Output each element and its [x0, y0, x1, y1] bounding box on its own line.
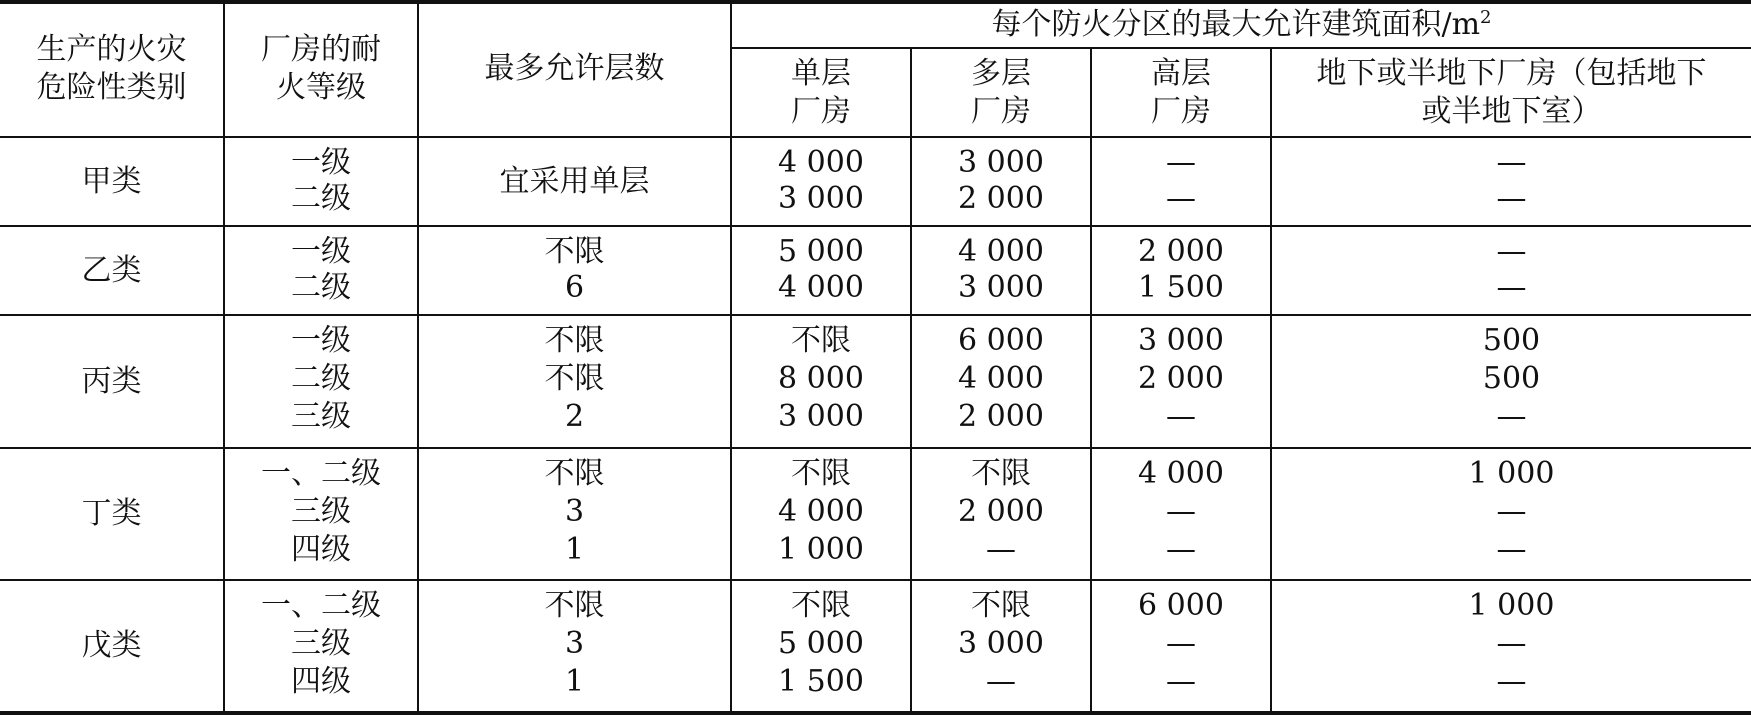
ratings-value: [225, 269, 417, 307]
category-cell: [0, 316, 223, 447]
header-underground-line-2: 或半地下室）: [1421, 93, 1602, 129]
high-text: 3 000: [1138, 323, 1224, 358]
header-multi: [912, 49, 1090, 136]
ratings-value: [225, 663, 417, 701]
multi-value: [912, 493, 1090, 531]
multi-value: [912, 269, 1090, 307]
ratings-text: 一级: [291, 323, 351, 358]
header-underground-line-1: 地下或半地下厂房（包括地下: [1316, 55, 1707, 91]
high-value: [1092, 360, 1270, 398]
single-text: 5 000: [778, 234, 864, 269]
high-value: [1092, 269, 1270, 307]
single-value: [732, 531, 910, 569]
ratings-text: 四级: [291, 532, 351, 567]
ratings-value: [225, 322, 417, 360]
header-high-line-1: 高层: [1151, 55, 1211, 91]
ratings-text: 一级: [291, 234, 351, 269]
underground-value: [1272, 398, 1751, 436]
underground-text: —: [1496, 664, 1527, 699]
single-text: 不限: [791, 323, 851, 358]
high-value: [1092, 398, 1270, 436]
floors-value: [419, 360, 730, 398]
floors-value: [419, 398, 730, 436]
rule-bottom: [0, 711, 1751, 715]
underground-text: —: [1496, 234, 1527, 269]
ratings-text: 一、二级: [261, 588, 381, 623]
high-value: [1092, 180, 1270, 218]
underground-text: 500: [1482, 361, 1541, 396]
floors-text: 2: [564, 399, 585, 434]
underground-text: —: [1496, 145, 1527, 180]
single-text: 1 000: [778, 532, 864, 567]
floors-text: 1: [564, 532, 585, 567]
multi-text: 不限: [971, 456, 1031, 491]
underground-text: —: [1496, 181, 1527, 216]
floors-text: 不限: [544, 361, 605, 396]
single-value: [732, 269, 910, 307]
high-text: 1 500: [1138, 270, 1224, 305]
multi-text: 3 000: [958, 270, 1044, 305]
underground-text: —: [1496, 494, 1527, 529]
single-value: [732, 144, 910, 182]
multi-text: 6 000: [958, 323, 1044, 358]
category-label: 丁类: [81, 496, 142, 531]
single-value: [732, 360, 910, 398]
category-cell: [0, 449, 223, 579]
ratings-text: 二级: [291, 270, 351, 305]
single-value: [732, 180, 910, 218]
multi-text: 4 000: [958, 234, 1044, 269]
underground-value: [1272, 360, 1751, 398]
underground-text: —: [1496, 626, 1527, 661]
high-value: [1092, 322, 1270, 360]
ratings-value: [225, 180, 417, 218]
single-value: [732, 233, 910, 271]
multi-text: 2 000: [958, 399, 1044, 434]
high-text: —: [1166, 626, 1196, 661]
multi-text: 3 000: [958, 626, 1044, 661]
header-rating-line-1: 厂房的耐: [261, 32, 381, 67]
floors-value: [419, 269, 730, 307]
multi-value: [912, 322, 1090, 360]
multi-text: 4 000: [958, 361, 1044, 396]
multi-value: [912, 455, 1090, 493]
ratings-text: 二级: [291, 361, 351, 396]
ratings-text: 一级: [291, 145, 351, 180]
underground-text: —: [1496, 399, 1527, 434]
floors-text: 1: [564, 664, 585, 699]
floors-value: 宜采用单层: [499, 163, 650, 199]
header-category: [0, 2, 223, 136]
single-text: 4 000: [778, 145, 864, 180]
floors-text: 3: [564, 494, 585, 529]
multi-value: [912, 625, 1090, 663]
underground-text: —: [1496, 532, 1527, 567]
underground-value: [1272, 587, 1751, 625]
high-text: —: [1166, 399, 1196, 434]
single-text: 3 000: [778, 399, 864, 434]
underground-value: [1272, 663, 1751, 701]
single-text: 1 500: [778, 664, 864, 699]
ratings-value: [225, 625, 417, 663]
high-text: —: [1166, 532, 1196, 567]
multi-value: [912, 180, 1090, 218]
single-value: [732, 455, 910, 493]
multi-text: —: [986, 664, 1016, 699]
floors-text: 6: [564, 270, 585, 305]
rule-group-1: [0, 225, 1751, 227]
high-text: 6 000: [1138, 588, 1224, 623]
single-value: [732, 493, 910, 531]
high-text: 2 000: [1138, 234, 1224, 269]
underground-value: [1272, 493, 1751, 531]
multi-value: [912, 233, 1090, 271]
multi-text: 2 000: [958, 181, 1044, 216]
single-text: 8 000: [778, 361, 864, 396]
single-text: 5 000: [778, 626, 864, 661]
multi-value: [912, 360, 1090, 398]
floors-value: [419, 625, 730, 663]
high-value: [1092, 625, 1270, 663]
single-text: 4 000: [778, 494, 864, 529]
floors-value: [419, 322, 730, 360]
high-value: [1092, 233, 1270, 271]
floors-text: 不限: [544, 323, 605, 358]
header-rating: [225, 2, 417, 136]
single-value: [732, 398, 910, 436]
high-text: —: [1166, 145, 1196, 180]
underground-value: [1272, 180, 1751, 218]
ratings-text: 一、二级: [261, 456, 381, 491]
category-label: 戊类: [81, 628, 142, 663]
header-floors-text: 最多允许层数: [484, 51, 665, 86]
ratings-value: [225, 360, 417, 398]
underground-text: 1 000: [1468, 588, 1555, 623]
single-text: 不限: [791, 588, 851, 623]
category-label: 丙类: [81, 363, 142, 399]
header-single: [732, 49, 910, 136]
ratings-text: 三级: [291, 494, 351, 529]
high-text: 4 000: [1138, 456, 1224, 491]
single-value: [732, 322, 910, 360]
rule-group-3: [0, 447, 1751, 449]
single-text: 3 000: [778, 181, 864, 216]
ratings-text: 四级: [291, 664, 351, 699]
ratings-value: [225, 531, 417, 569]
high-value: [1092, 144, 1270, 182]
floors-value: [419, 233, 730, 271]
header-single-line-1: 单层: [791, 55, 851, 91]
high-text: 2 000: [1138, 361, 1224, 396]
ratings-text: 二级: [291, 181, 351, 216]
header-multi-line-1: 多层: [971, 55, 1031, 91]
multi-value: [912, 144, 1090, 182]
underground-value: [1272, 233, 1751, 271]
rule-group-2: [0, 314, 1751, 316]
category-label: 甲类: [81, 163, 142, 199]
underground-text: 1 000: [1468, 456, 1555, 491]
header-high: [1092, 49, 1270, 136]
header-high-line-2: 厂房: [1151, 93, 1211, 129]
high-value: [1092, 531, 1270, 569]
single-text: 4 000: [778, 270, 864, 305]
underground-value: [1272, 531, 1751, 569]
floors-value: [419, 531, 730, 569]
floors-value: [419, 455, 730, 493]
floors-value: [419, 663, 730, 701]
ratings-text: 三级: [291, 626, 351, 661]
header-single-line-2: 厂房: [791, 93, 851, 129]
ratings-value: [225, 455, 417, 493]
header-floors: [419, 2, 730, 136]
category-cell: [0, 581, 223, 711]
ratings-value: [225, 493, 417, 531]
high-value: [1092, 493, 1270, 531]
ratings-text: 三级: [291, 399, 351, 434]
floors-text: 3: [564, 626, 585, 661]
multi-text: 3 000: [958, 145, 1044, 180]
ratings-value: [225, 587, 417, 625]
header-rating-line-2: 火等级: [276, 70, 366, 105]
header-underground: [1272, 49, 1751, 136]
multi-value: [912, 398, 1090, 436]
single-text: 不限: [791, 456, 851, 491]
header-area-group: [732, 2, 1751, 47]
category-label: 乙类: [81, 252, 142, 288]
underground-value: [1272, 322, 1751, 360]
high-value: [1092, 587, 1270, 625]
header-multi-line-2: 厂房: [971, 93, 1031, 129]
floors-value: [419, 587, 730, 625]
underground-text: —: [1496, 270, 1527, 305]
single-value: [732, 625, 910, 663]
rule-header-bottom: [0, 136, 1751, 138]
underground-value: [1272, 269, 1751, 307]
high-text: —: [1166, 181, 1196, 216]
high-text: —: [1166, 664, 1196, 699]
multi-value: [912, 663, 1090, 701]
single-value: [732, 587, 910, 625]
ratings-value: [225, 144, 417, 182]
floors-text: 不限: [544, 456, 605, 491]
multi-value: [912, 587, 1090, 625]
header-category-line-1: 生产的火灾: [36, 32, 187, 67]
underground-value: [1272, 455, 1751, 493]
underground-text: 500: [1482, 323, 1541, 358]
floors-text: 不限: [544, 234, 605, 269]
multi-text: 2 000: [958, 494, 1044, 529]
multi-text: 不限: [971, 588, 1031, 623]
single-value: [732, 663, 910, 701]
floors-cell: [419, 138, 730, 225]
header-area-unit-sup: 2: [1480, 6, 1492, 28]
high-value: [1092, 663, 1270, 701]
floors-value: [419, 493, 730, 531]
multi-text: —: [986, 532, 1016, 567]
high-text: —: [1166, 494, 1196, 529]
high-value: [1092, 455, 1270, 493]
floors-text: 不限: [544, 588, 605, 623]
multi-value: [912, 531, 1090, 569]
underground-value: [1272, 144, 1751, 182]
ratings-value: [225, 398, 417, 436]
header-category-line-2: 危险性类别: [36, 70, 187, 105]
rule-group-4: [0, 579, 1751, 581]
category-cell: [0, 227, 223, 314]
ratings-value: [225, 233, 417, 271]
category-cell: [0, 138, 223, 225]
header-area-group-text: 每个防火分区的最大允许建筑面积/m: [991, 6, 1481, 42]
underground-value: [1272, 625, 1751, 663]
